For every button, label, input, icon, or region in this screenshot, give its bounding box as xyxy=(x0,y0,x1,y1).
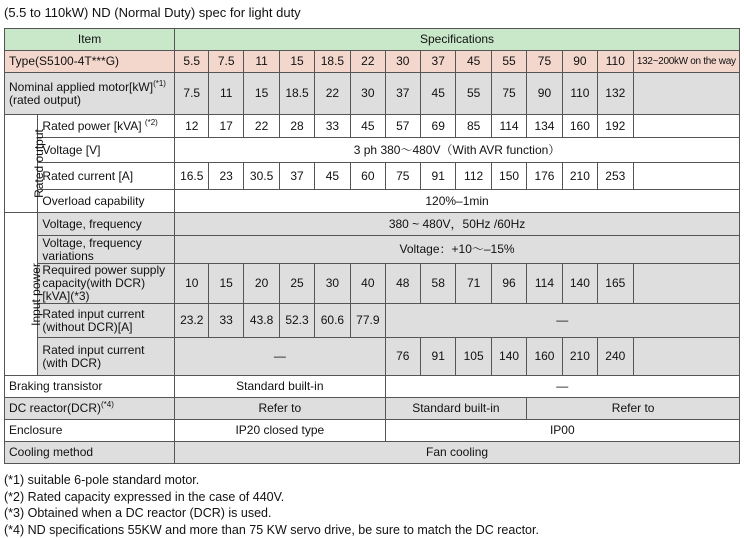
group-rated-output-label: Rated output xyxy=(33,129,46,198)
rated-current-cell: 176 xyxy=(527,163,562,190)
rated-power-cell: 22 xyxy=(243,115,279,138)
braking-row xyxy=(5,376,740,398)
type-cell: 15 xyxy=(280,51,314,73)
group-rated-output xyxy=(5,115,38,213)
voltage-variations-value: Voltage：+10～–15% xyxy=(175,236,740,264)
motor-cell: 11 xyxy=(209,73,243,115)
input-without-dcr-cell: 77.9 xyxy=(351,304,385,338)
input-with-dcr-label-line1: Rated input current xyxy=(42,344,174,357)
voltage-row xyxy=(5,138,740,163)
input-without-dcr-cell: 60.6 xyxy=(314,304,350,338)
type-cell: 110 xyxy=(598,51,633,73)
rated-power-cell: 17 xyxy=(209,115,243,138)
required-power-cell: 10 xyxy=(175,264,209,304)
required-power-cell: 114 xyxy=(527,264,562,304)
required-power-cell: 15 xyxy=(209,264,243,304)
page-title: (5.5 to 110kW) ND (Normal Duty) spec for light duty xyxy=(4,4,301,22)
input-without-dcr-cell: 23.2 xyxy=(175,304,209,338)
type-cell: 45 xyxy=(456,51,491,73)
rated-power-cell: 160 xyxy=(562,115,597,138)
input-with-dcr-cell: 91 xyxy=(420,338,455,376)
type-cell: 55 xyxy=(491,51,526,73)
required-power-label-line1: Required power supply xyxy=(42,264,174,277)
rated-current-cell: 210 xyxy=(562,163,597,190)
type-cell: 5.5 xyxy=(175,51,209,73)
rated-power-cell: 114 xyxy=(491,115,526,138)
input-with-dcr-row xyxy=(5,338,740,376)
type-cell: 75 xyxy=(527,51,562,73)
enclosure-label: Enclosure xyxy=(5,420,175,442)
footnote: (*1) suitable 6-pole standard motor. xyxy=(4,472,539,489)
rated-power-label-text: Rated power [kVA] xyxy=(42,119,141,133)
motor-cell: 110 xyxy=(562,73,597,115)
rated-power-note: (*2) xyxy=(145,118,158,127)
rated-current-cell: 60 xyxy=(351,163,385,190)
rated-power-cell: 12 xyxy=(175,115,209,138)
voltage-variations-label-line2: variations xyxy=(42,250,174,263)
enclosure-row xyxy=(5,420,740,442)
required-power-cell: 40 xyxy=(351,264,385,304)
table-header-row xyxy=(5,29,740,51)
voltage-value: 3 ph 380～480V（With AVR function） xyxy=(175,138,740,163)
type-extra: 132~200kW on the way xyxy=(633,51,739,73)
required-power-label-line2: capacity(with DCR) xyxy=(42,277,174,290)
overload-row xyxy=(5,190,740,213)
voltage-variations-label-line1: Voltage, frequency xyxy=(42,237,174,250)
rated-current-cell: 91 xyxy=(420,163,455,190)
rated-power-empty-cell xyxy=(633,115,739,138)
type-label: Type(S5100-4T***G) xyxy=(5,51,175,73)
input-with-dcr-label-line2: (with DCR) xyxy=(42,357,174,370)
input-with-dcr-first: — xyxy=(175,338,386,376)
rated-power-cell: 192 xyxy=(598,115,633,138)
type-cell: 30 xyxy=(385,51,420,73)
input-with-dcr-cell: 76 xyxy=(385,338,420,376)
rated-current-cell: 30.5 xyxy=(243,163,279,190)
required-power-cell: 140 xyxy=(562,264,597,304)
input-without-dcr-label-line1: Rated input current xyxy=(42,308,174,321)
required-power-row xyxy=(5,264,740,304)
rated-current-cell: 112 xyxy=(456,163,491,190)
motor-cell: 75 xyxy=(491,73,526,115)
rated-power-cell: 69 xyxy=(420,115,455,138)
required-power-cell: 58 xyxy=(420,264,455,304)
required-power-empty-cell xyxy=(633,264,739,304)
input-without-dcr-rest: — xyxy=(385,304,739,338)
braking-right: — xyxy=(385,376,739,398)
type-cell: 7.5 xyxy=(209,51,243,73)
input-without-dcr-label-line2: (without DCR)[A] xyxy=(42,321,174,334)
input-with-dcr-cell: 160 xyxy=(527,338,562,376)
rated-current-empty-cell xyxy=(633,163,739,190)
required-power-cell: 71 xyxy=(456,264,491,304)
rated-power-cell: 33 xyxy=(314,115,350,138)
input-without-dcr-row xyxy=(5,304,740,338)
dc-reactor-note: (*4) xyxy=(101,400,114,409)
dc-reactor-middle: Standard built-in xyxy=(385,398,527,420)
input-with-dcr-empty-cell xyxy=(633,338,739,376)
cooling-row xyxy=(5,442,740,464)
cooling-value: Fan cooling xyxy=(175,442,740,464)
input-with-dcr-cell: 240 xyxy=(598,338,633,376)
rated-power-label xyxy=(38,115,175,138)
input-with-dcr-label xyxy=(38,338,175,376)
type-cell: 37 xyxy=(420,51,455,73)
dc-reactor-label xyxy=(5,398,175,420)
input-without-dcr-cell: 52.3 xyxy=(280,304,314,338)
required-power-cell: 165 xyxy=(598,264,633,304)
rated-current-row xyxy=(5,163,740,190)
motor-empty-cell xyxy=(633,73,739,115)
voltage-variations-row xyxy=(5,236,740,264)
dc-reactor-label-text: DC reactor(DCR) xyxy=(9,401,101,415)
footnote: (*4) ND specifications 55KW and more than 75 KW servo drive, be sure to match the DC reactor. xyxy=(4,522,539,538)
rated-current-cell: 253 xyxy=(598,163,633,190)
motor-cell: 15 xyxy=(243,73,279,115)
dc-reactor-right: Refer to xyxy=(527,398,740,420)
motor-cell: 30 xyxy=(351,73,385,115)
rated-current-cell: 37 xyxy=(280,163,314,190)
dc-reactor-left: Refer to xyxy=(175,398,386,420)
rated-power-cell: 45 xyxy=(351,115,385,138)
braking-label: Braking transistor xyxy=(5,376,175,398)
motor-cell: 18.5 xyxy=(280,73,314,115)
voltage-label: Voltage [V] xyxy=(38,138,175,163)
motor-cell: 7.5 xyxy=(175,73,209,115)
rated-power-row xyxy=(5,115,740,138)
required-power-label-line3: [kVA](*3) xyxy=(42,290,174,303)
motor-cell: 37 xyxy=(385,73,420,115)
input-without-dcr-cell: 33 xyxy=(209,304,243,338)
type-cell: 90 xyxy=(562,51,597,73)
input-without-dcr-label xyxy=(38,304,175,338)
type-row xyxy=(5,51,740,73)
rated-current-cell: 45 xyxy=(314,163,350,190)
voltage-frequency-label: Voltage, frequency xyxy=(38,213,175,236)
footnote: (*2) Rated capacity expressed in the case of 440V. xyxy=(4,489,539,506)
rated-current-cell: 150 xyxy=(491,163,526,190)
overload-value: 120%–1min xyxy=(175,190,740,213)
required-power-cell: 30 xyxy=(314,264,350,304)
spec-table xyxy=(4,28,740,464)
motor-cell: 90 xyxy=(527,73,562,115)
rated-current-label: Rated current [A] xyxy=(38,163,175,190)
motor-label-text: Nominal applied motor[kW] xyxy=(9,80,153,94)
voltage-frequency-value: 380 ~ 480V，50Hz /60Hz xyxy=(175,213,740,236)
type-cell: 11 xyxy=(243,51,279,73)
required-power-cell: 20 xyxy=(243,264,279,304)
enclosure-right: IP00 xyxy=(385,420,739,442)
footnote: (*3) Obtained when a DC reactor (DCR) is used. xyxy=(4,505,539,522)
dc-reactor-row xyxy=(5,398,740,420)
rated-power-cell: 28 xyxy=(280,115,314,138)
rated-current-cell: 23 xyxy=(209,163,243,190)
rated-current-cell: 75 xyxy=(385,163,420,190)
enclosure-left: IP20 closed type xyxy=(175,420,386,442)
input-without-dcr-cell: 43.8 xyxy=(243,304,279,338)
header-item: Item xyxy=(5,29,175,51)
type-cell: 22 xyxy=(351,51,385,73)
motor-label-line2: (rated output) xyxy=(9,94,174,107)
motor-cell: 45 xyxy=(420,73,455,115)
rated-power-cell: 57 xyxy=(385,115,420,138)
motor-cell: 55 xyxy=(456,73,491,115)
required-power-cell: 48 xyxy=(385,264,420,304)
voltage-frequency-row xyxy=(5,213,740,236)
rated-power-cell: 134 xyxy=(527,115,562,138)
rated-current-cell: 16.5 xyxy=(175,163,209,190)
motor-label-note: (*1) xyxy=(153,79,166,88)
required-power-cell: 25 xyxy=(280,264,314,304)
header-specifications: Specifications xyxy=(175,29,740,51)
braking-left: Standard built-in xyxy=(175,376,386,398)
motor-cell: 132 xyxy=(598,73,633,115)
group-input-power xyxy=(5,213,38,376)
type-cell: 18.5 xyxy=(314,51,350,73)
required-power-cell: 96 xyxy=(491,264,526,304)
motor-cell: 22 xyxy=(314,73,350,115)
motor-label xyxy=(5,73,175,115)
cooling-label: Cooling method xyxy=(5,442,175,464)
motor-row xyxy=(5,73,740,115)
footnotes xyxy=(4,472,539,538)
input-with-dcr-cell: 210 xyxy=(562,338,597,376)
overload-label: Overload capability xyxy=(38,190,175,213)
input-with-dcr-cell: 140 xyxy=(491,338,526,376)
required-power-label xyxy=(38,264,175,304)
rated-power-cell: 85 xyxy=(456,115,491,138)
voltage-variations-label xyxy=(38,236,175,264)
group-input-power-label: Input power xyxy=(30,263,43,326)
input-with-dcr-cell: 105 xyxy=(456,338,491,376)
